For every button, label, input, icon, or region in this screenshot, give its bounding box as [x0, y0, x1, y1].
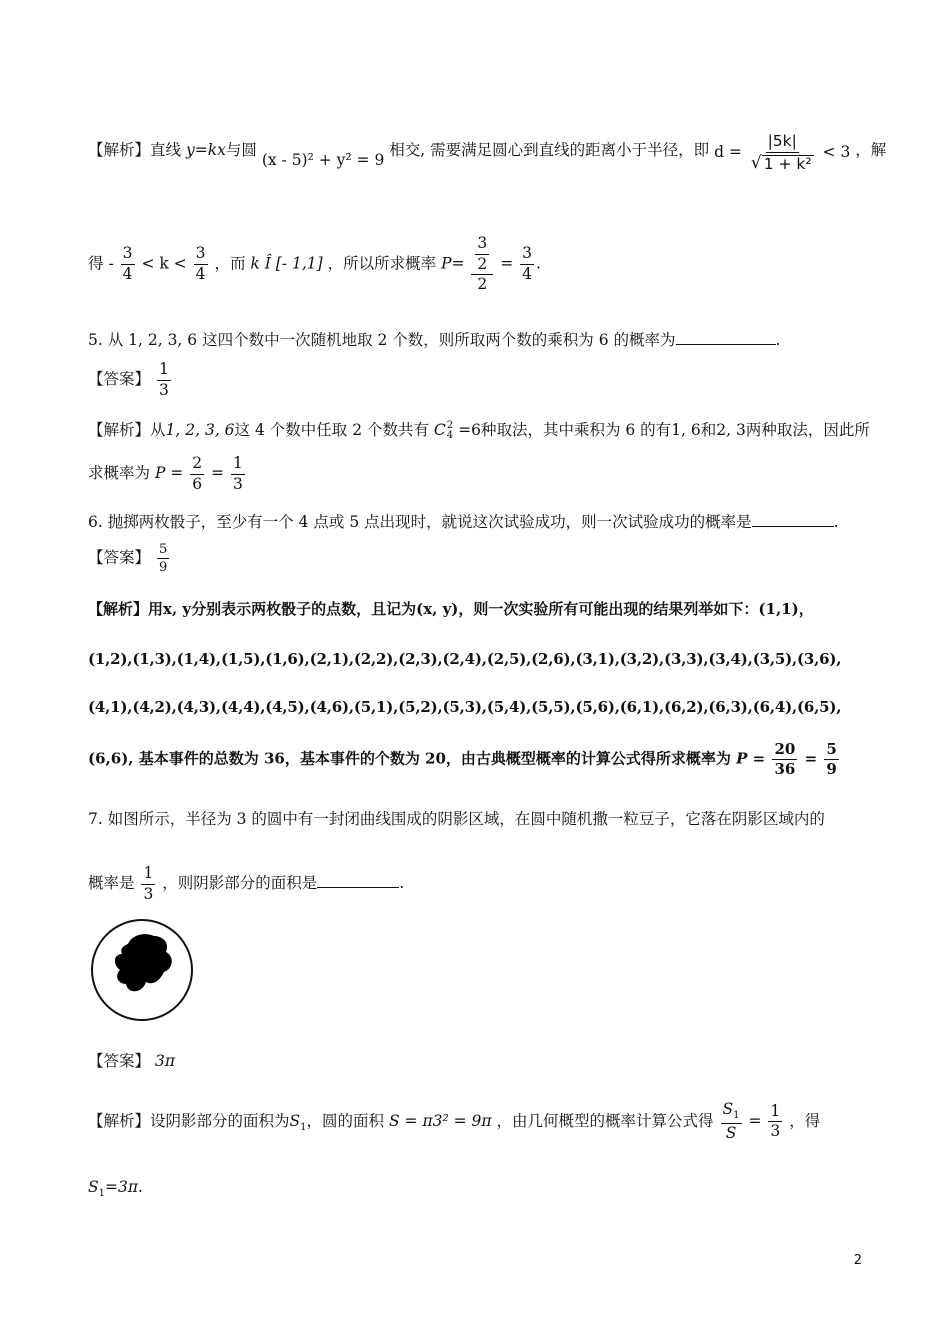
- q7-analysis-line1: 【解析】设阴影部分的面积为$S_1$，圆的面积 S = π3² = 9π ，由几何概型的概率计算公式得 $\frac{S_1}{S}$ = $\frac{1}{3}$ ，得: [88, 1100, 821, 1143]
- answer-tag: 【答案】: [88, 370, 151, 388]
- q6-question: 6. 抛掷两枚骰子，至少有一个 4 点或 5 点出现时，就说这次试验成功，则一次试验成功的概率是 .: [88, 513, 839, 531]
- answer-blank: [752, 512, 834, 527]
- q7-analysis-line2: $S_1=3\pi$.: [88, 1178, 143, 1200]
- analysis-tag: 【解析】: [88, 421, 151, 439]
- q7-answer: 【答案】 3π: [88, 1052, 176, 1070]
- answer-blank: [317, 873, 399, 888]
- answer-blank: [676, 330, 776, 345]
- q6-analysis-line1: 【解析】用x, y分别表示两枚骰子的点数，且记为(x, y)，则一次实验所有可能出现的结果列举如下：(1,1)，: [88, 600, 814, 618]
- analysis-tag: 【解析】: [88, 1111, 151, 1130]
- q5-question: 5. 从 1, 2, 3, 6 这四个数中一次随机地取 2 个数，则所取两个数的乘积为 6 的概率为 .: [88, 331, 781, 349]
- distance-formula: d = |5k| √ 1 + k² < 3: [714, 132, 851, 173]
- analysis-tag: 【解析】: [88, 141, 151, 159]
- circle-equation: (x - 5)² + y² = 9: [261, 151, 385, 169]
- nested-fraction: $\frac{\frac{3}{2}}{2}$: [471, 236, 493, 293]
- shaded-region: [115, 934, 172, 991]
- q7-question-line1: 7. 如图所示，半径为 3 的圆中有一封闭曲线围成的阴影区域，在圆中随机撒一粒豆子，它落在阴影区域内的: [88, 810, 825, 828]
- line-equation: y=kx: [185, 141, 226, 159]
- page-number: 2: [853, 1253, 862, 1268]
- q6-analysis-line3: (4,1),(4,2),(4,3),(4,4),(4,5),(4,6),(5,1),(5,2),(5,3),(5,4),(5,5),(5,6),(6,1),(6,2),(6,3),(6,4),(6,5),: [88, 698, 842, 716]
- q6-answer: 【答案】 $\frac{5}{9}$: [88, 542, 168, 575]
- q6-analysis-line2: (1,2),(1,3),(1,4),(1,5),(1,6),(2,1),(2,2),(2,3),(2,4),(2,5),(2,6),(3,1),(3,2),(3,3),(3,4),(3,5),(3,6),: [88, 650, 842, 668]
- q5-analysis-line2: 求概率为 P = $\frac{2}{6}$ = $\frac{1}{3}$: [88, 454, 243, 493]
- q4-analysis-line1: 【解析】直线 y=kx与圆 (x - 5)² + y² = 9 相交, 需要满足圆心到直线的距离小于半径，即 d = |5k| √ 1 + k² < 3 ，解: [88, 132, 887, 173]
- answer-tag: 【答案】: [88, 1052, 151, 1070]
- q4-analysis-line2: 得 - $\frac{3}{4}$ < k < $\frac{3}{4}$ ，而 k Î [- 1,1] ，所以所求概率 P= $\frac{\frac{3}{2}}{2}$ = $\frac{3}{4}$ .: [88, 234, 541, 293]
- q5-answer: 【答案】 $\frac{1}{3}$: [88, 360, 169, 399]
- answer-tag: 【答案】: [88, 548, 151, 567]
- q6-analysis-line4: (6,6), 基本事件的总数为 36，基本事件的个数为 20，由古典概型概率的计算公式得所求概率为 P = $\frac{20}{36}$ = $\frac{5}{9}$: [88, 740, 837, 778]
- q7-question-line2: 概率是 $\frac{1}{3}$ ，则阴影部分的面积是 .: [88, 864, 405, 903]
- q5-analysis-line1: 【解析】从1, 2, 3, 6这 4 个数中任取 2 个数共有 C 2 4 =6种取法，其中乘积为 6 的有1, 6和2, 3两种取法，因此所: [88, 420, 870, 441]
- k-range: k Î [- 1,1]: [250, 254, 323, 273]
- circle-figure: [88, 914, 198, 1024]
